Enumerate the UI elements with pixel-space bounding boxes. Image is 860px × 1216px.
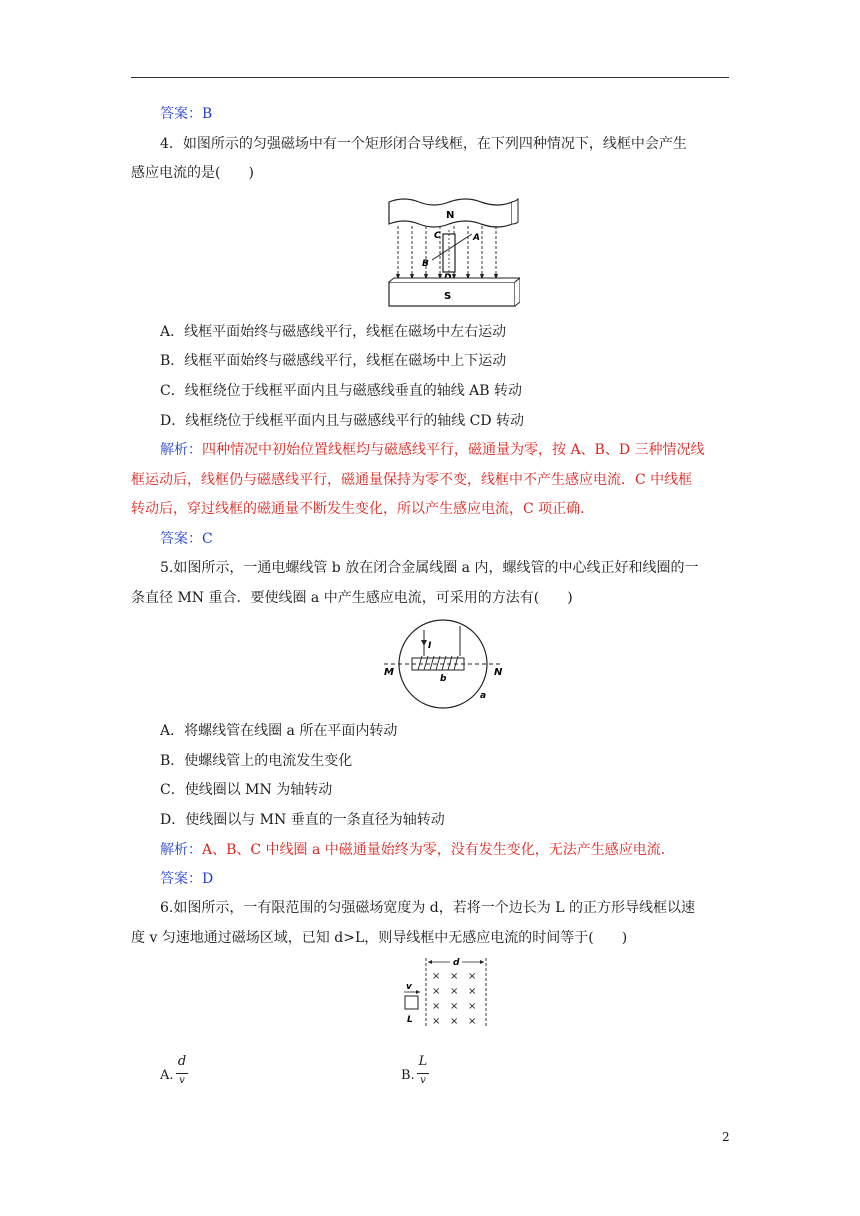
q4-answer: 答案：C (160, 531, 213, 547)
q5-label-i: I (428, 641, 432, 651)
q4-analysis-line-1 (131, 440, 760, 460)
q4-option-a: A．线框平面始终与磁感线平行，线框在磁场中左右运动 (160, 324, 507, 340)
page-number: 2 (722, 1130, 730, 1144)
svg-text:×: × (468, 1016, 477, 1027)
q6-option-a-label: A. (160, 1068, 174, 1083)
q5-label-m: M (384, 667, 394, 678)
q4-option-c: C．线框绕位于线框平面内且与磁感线垂直的轴线 AB 转动 (160, 383, 523, 399)
q6-label-v: v (406, 982, 412, 992)
svg-text:×: × (450, 986, 459, 997)
q4-analysis-text-1: 四种情况中初始位置线框均与磁感线平行，磁通量为零，按 A、B、D 三种情况线 (202, 442, 705, 458)
q4-label-b: B (422, 259, 429, 269)
q6-option-b (401, 1054, 441, 1094)
q4-stem-line-2: 感应电流的是( ) (131, 165, 254, 181)
q5-option-d: D．使线圈以与 MN 垂直的一条直径为轴转动 (160, 812, 445, 828)
q4-magnet-figure (386, 194, 520, 314)
q4-option-d: D．线框绕位于线框平面内且与磁感线平行的轴线 CD 转动 (160, 413, 525, 429)
q5-option-b: B．使螺线管上的电流发生变化 (160, 753, 353, 769)
q3-answer: 答案：B (160, 106, 213, 122)
q5-stem-line-1: 5.如图所示，一通电螺线管 b 放在闭合金属线圈 a 内，螺线管的中心线正好和线圈的一 (160, 560, 699, 576)
q6-option-a (160, 1054, 200, 1094)
q6-option-a-numerator: d (177, 1054, 187, 1069)
svg-text:×: × (432, 986, 441, 997)
q6-option-b-numerator: L (418, 1054, 428, 1069)
svg-text:×: × (432, 1001, 441, 1012)
q5-label-b: b (440, 674, 447, 684)
q6-option-b-fraction-bar (417, 1073, 429, 1074)
q6-option-a-denominator: v (179, 1075, 185, 1086)
q4-label-c: C (434, 231, 441, 241)
q4-label-s: S (444, 291, 452, 302)
q5-answer: 答案：D (160, 871, 214, 887)
q5-label-n: N (494, 667, 503, 678)
svg-text:×: × (432, 971, 441, 982)
q6-stem-line-1: 6.如图所示，一有限范围的匀强磁场宽度为 d，若将一个边长为 L 的正方形导线框以速 (160, 900, 695, 916)
q4-analysis-line-2: 框运动后，线框仍与磁感线平行，磁通量保持为零不变，线框中不产生感应电流．C 中线框 (131, 472, 693, 488)
q4-analysis-line-3: 转动后，穿过线框的磁通量不断发生变化，所以产生感应电流，C 项正确． (131, 501, 595, 517)
q4-analysis-label: 解析： (160, 442, 202, 458)
q6-field-figure (400, 954, 492, 1030)
q6-option-a-fraction-bar (176, 1073, 188, 1074)
q5-option-c: C．使线圈以 MN 为轴转动 (160, 782, 333, 798)
svg-text:×: × (468, 1001, 477, 1012)
q6-field-crosses (432, 971, 476, 1027)
svg-text:×: × (450, 1016, 459, 1027)
q5-coil-figure (380, 618, 510, 710)
q4-label-n: N (446, 210, 455, 221)
q6-option-b-denominator: v (420, 1075, 426, 1086)
svg-text:×: × (450, 971, 459, 982)
q5-analysis-line-1 (131, 840, 760, 860)
q6-label-l: L (407, 1015, 413, 1025)
q4-label-a: A (473, 233, 480, 243)
q5-option-a: A．将螺线管在线圈 a 所在平面内转动 (160, 723, 398, 739)
svg-text:×: × (432, 1016, 441, 1027)
header-rule (131, 77, 729, 78)
q6-option-b-label: B. (401, 1068, 415, 1083)
q5-label-a: a (480, 691, 487, 701)
q6-stem-line-2: 度 v 匀速地通过磁场区域，已知 d>L，则导线框中无感应电流的时间等于( ) (131, 930, 628, 946)
svg-text:×: × (468, 971, 477, 982)
q4-option-b: B．线框平面始终与磁感线平行，线框在磁场中上下运动 (160, 353, 507, 369)
q5-analysis-label: 解析： (160, 842, 202, 858)
q4-stem-line-1: 4．如图所示的匀强磁场中有一个矩形闭合导线框，在下列四种情况下，线框中会产生 (160, 136, 687, 152)
q6-label-d: d (453, 958, 460, 968)
q5-stem-line-2: 条直径 MN 重合．要使线圈 a 中产生感应电流，可采用的方法有( ) (131, 590, 573, 606)
q5-analysis-text-1: A、B、C 中线圈 a 中磁通量始终为零，没有发生变化，无法产生感应电流． (202, 842, 675, 858)
svg-text:×: × (468, 986, 477, 997)
svg-text:×: × (450, 1001, 459, 1012)
